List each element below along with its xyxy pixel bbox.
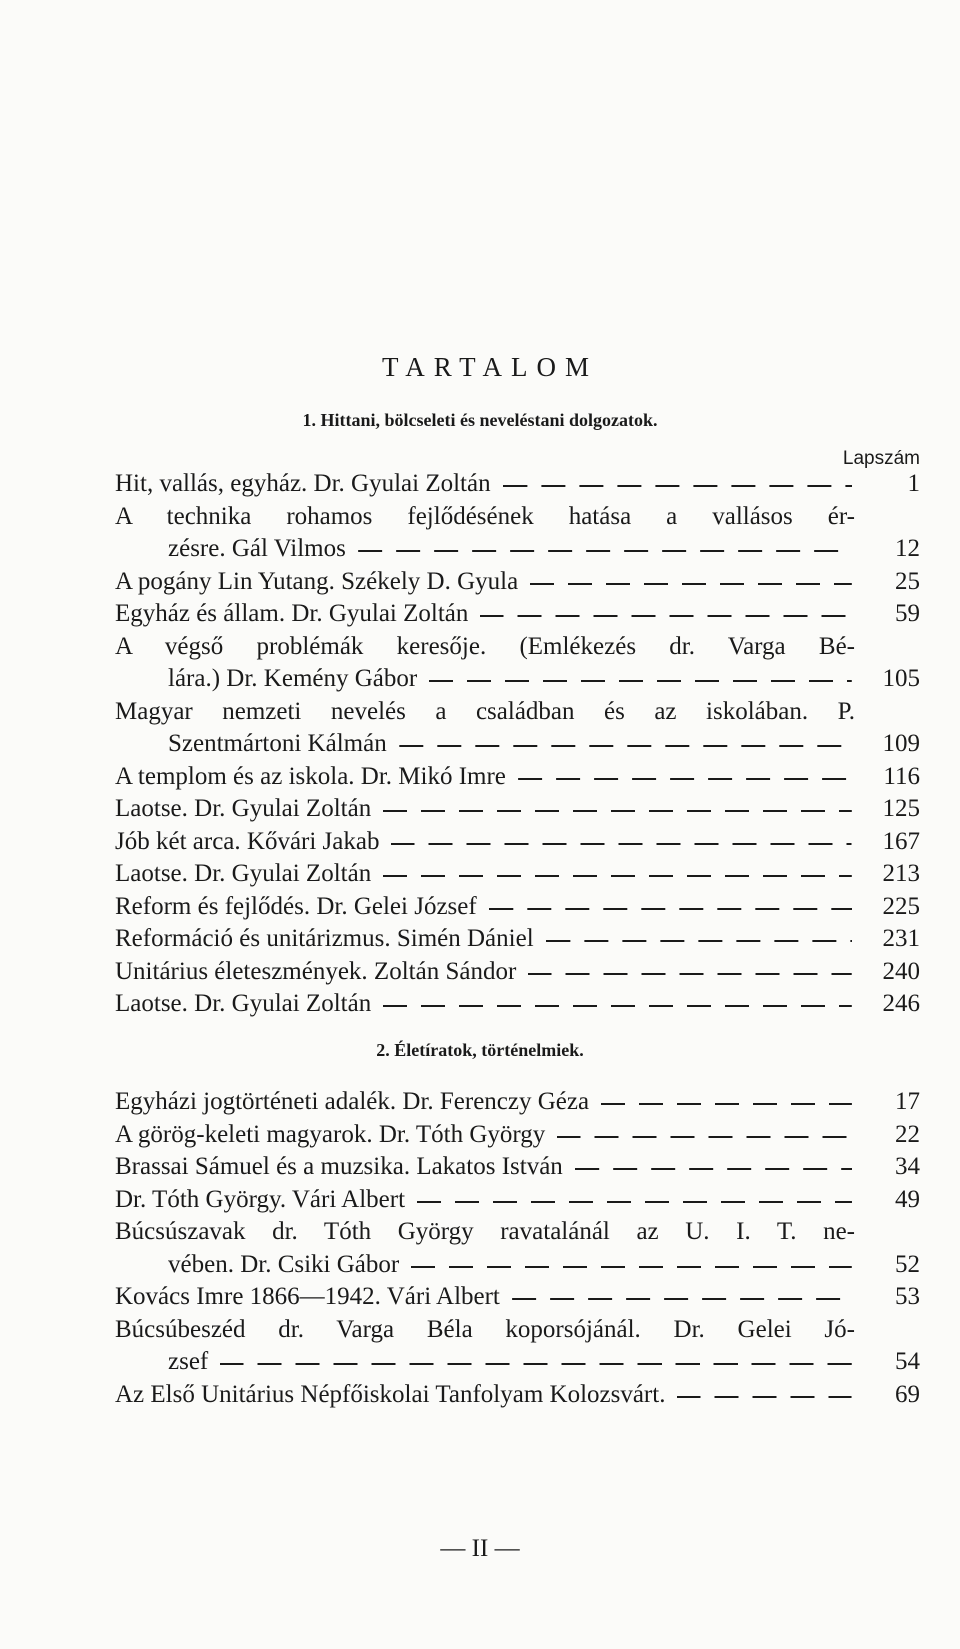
toc-entry-line <box>115 533 920 566</box>
toc-entry-text: Az Első Unitárius Népfőiskolai Tanfolyam Kolozsvárt. <box>115 1380 666 1408</box>
toc-section-2 <box>115 1086 920 1411</box>
toc-page-number: 12 <box>895 535 920 562</box>
toc-page-number: 54 <box>895 1348 920 1375</box>
toc-entry-line: A végső problémák keresője. (Emlékezés dr. Varga Bé- <box>115 632 855 660</box>
dash-leader <box>411 1266 852 1268</box>
toc-entry-text: vében. Dr. Csiki Gábor <box>168 1250 400 1278</box>
toc-page-number: 116 <box>883 762 920 790</box>
toc-entry-line <box>115 761 920 794</box>
toc-page-number: 34 <box>895 1153 920 1180</box>
toc-entry-text: Laotse. Dr. Gyulai Zoltán <box>115 990 372 1017</box>
toc-entry-text: Unitárius életeszmények. Zoltán Sándor <box>115 957 517 985</box>
dash-leader <box>383 1005 852 1007</box>
toc-page-number: 225 <box>882 892 920 920</box>
toc-entry-text: Brassai Sámuel és a muzsika. Lakatos István <box>115 1153 563 1180</box>
toc-entry-line <box>115 1281 920 1314</box>
toc-page-number: 125 <box>882 795 920 822</box>
toc-page-number: 1 <box>907 470 920 497</box>
toc-entry-line: Búcsúszavak dr. Tóth György ravatalánál az U. I. T. ne- <box>115 1218 855 1245</box>
toc-entry-text: Szentmártoni Kálmán <box>168 730 387 757</box>
toc-page-number: 167 <box>882 827 920 855</box>
toc-entry-line <box>115 1249 920 1282</box>
toc-page-number: 246 <box>882 990 920 1017</box>
toc-entry-text: Kovács Imre 1866—1942. Vári Albert <box>115 1283 500 1310</box>
toc-entry-text: Jób két arca. Kővári Jakab <box>115 827 380 855</box>
dash-leader <box>677 1396 852 1398</box>
dash-leader <box>503 485 852 487</box>
toc-section-1 <box>115 468 920 1021</box>
toc-entry-line <box>115 1119 920 1152</box>
toc-page-number: 53 <box>895 1283 920 1310</box>
toc-entry-line: A technika rohamos fejlődésének hatása a vallásos ér- <box>115 502 855 530</box>
toc-entry-line: Magyar nemzeti nevelés a családban és az iskolában. P. <box>115 697 855 725</box>
toc-page-number: 22 <box>895 1120 920 1148</box>
toc-entry-line <box>115 891 920 924</box>
dash-leader <box>358 550 852 552</box>
toc-entry-line <box>115 598 920 631</box>
toc-entry-text: Reformáció és unitárizmus. Simén Dániel <box>115 925 534 952</box>
toc-entry-text: A pogány Lin Yutang. Székely D. Gyula <box>115 567 519 595</box>
toc-entry-line <box>115 988 920 1021</box>
toc-page-number: 69 <box>895 1380 920 1408</box>
section-heading-1: 1. Hittani, bölcseleti és neveléstani dolgozatok. <box>302 410 658 430</box>
toc-entry-text: Laotse. Dr. Gyulai Zoltán <box>115 860 372 887</box>
toc-entry-line <box>115 728 920 761</box>
toc-entry-text: zésre. Gál Vilmos <box>168 535 346 562</box>
toc-entry-text: Laotse. Dr. Gyulai Zoltán <box>115 795 372 822</box>
toc-page-number: 25 <box>895 567 920 595</box>
dash-leader <box>391 843 852 845</box>
toc-page-number: 109 <box>882 730 920 757</box>
dash-leader <box>512 1298 852 1300</box>
toc-entry-text: Dr. Tóth György. Vári Albert <box>115 1185 406 1213</box>
page-title: TARTALOM <box>381 352 599 382</box>
dash-leader <box>383 875 852 877</box>
toc-entry-text: A görög-keleti magyarok. Dr. Tóth György <box>115 1120 546 1148</box>
toc-page-number: 59 <box>895 600 920 627</box>
toc-page-number: 240 <box>882 957 920 985</box>
toc-entry-text: lára.) Dr. Kemény Gábor <box>168 665 418 692</box>
toc-entry-text: zsef <box>168 1348 209 1375</box>
toc-entry-line <box>115 956 920 989</box>
dash-leader <box>383 810 852 812</box>
section-heading-2: 2. Életíratok, történelmiek. <box>376 1040 584 1060</box>
toc-entry-text: Egyházi jogtörténeti adalék. Dr. Ferenczy Géza <box>115 1088 590 1115</box>
dash-leader <box>528 973 852 975</box>
toc-page-number: 105 <box>882 665 920 692</box>
toc-entry-line <box>115 923 920 956</box>
toc-page-number: 49 <box>895 1185 920 1213</box>
toc-page-number: 213 <box>882 860 920 887</box>
dash-leader <box>429 680 852 682</box>
toc-entry-text: Reform és fejlődés. Dr. Gelei József <box>115 892 477 920</box>
dash-leader <box>480 615 852 617</box>
toc-entry-line <box>115 1086 920 1119</box>
dash-leader <box>220 1363 852 1365</box>
toc-page-number: 231 <box>882 925 920 952</box>
dash-leader <box>518 778 852 780</box>
toc-entry-line <box>115 858 920 891</box>
dash-leader <box>399 745 852 747</box>
toc-entry-line: Búcsúbeszéd dr. Varga Béla koporsójánál. Dr. Gelei Jó- <box>115 1315 855 1343</box>
column-label: Lapszám <box>842 448 920 469</box>
dash-leader <box>546 940 852 942</box>
toc-page-number: 17 <box>895 1088 920 1115</box>
toc-entry-text: Egyház és állam. Dr. Gyulai Zoltán <box>115 600 469 627</box>
toc-entry-line <box>115 793 920 826</box>
dash-leader <box>530 583 852 585</box>
toc-entry-text: A templom és az iskola. Dr. Mikó Imre <box>115 762 506 790</box>
toc-entry-line <box>115 1184 920 1217</box>
dash-leader <box>417 1201 852 1203</box>
page-number-footer: — II — <box>440 1535 520 1562</box>
toc-entry-line <box>115 468 920 501</box>
dash-leader <box>575 1168 852 1170</box>
toc-entry-line <box>115 566 920 599</box>
toc-entry-line <box>115 663 920 696</box>
toc-page-number: 52 <box>895 1250 920 1278</box>
dash-leader <box>489 908 852 910</box>
toc-entry-text: Hit, vallás, egyház. Dr. Gyulai Zoltán <box>115 470 491 497</box>
dash-leader <box>557 1136 852 1138</box>
toc-entry-line <box>115 1379 920 1412</box>
toc-entry-line <box>115 1151 920 1184</box>
toc-entry-line <box>115 826 920 859</box>
toc-entry-line <box>115 1346 920 1379</box>
dash-leader <box>601 1103 852 1105</box>
